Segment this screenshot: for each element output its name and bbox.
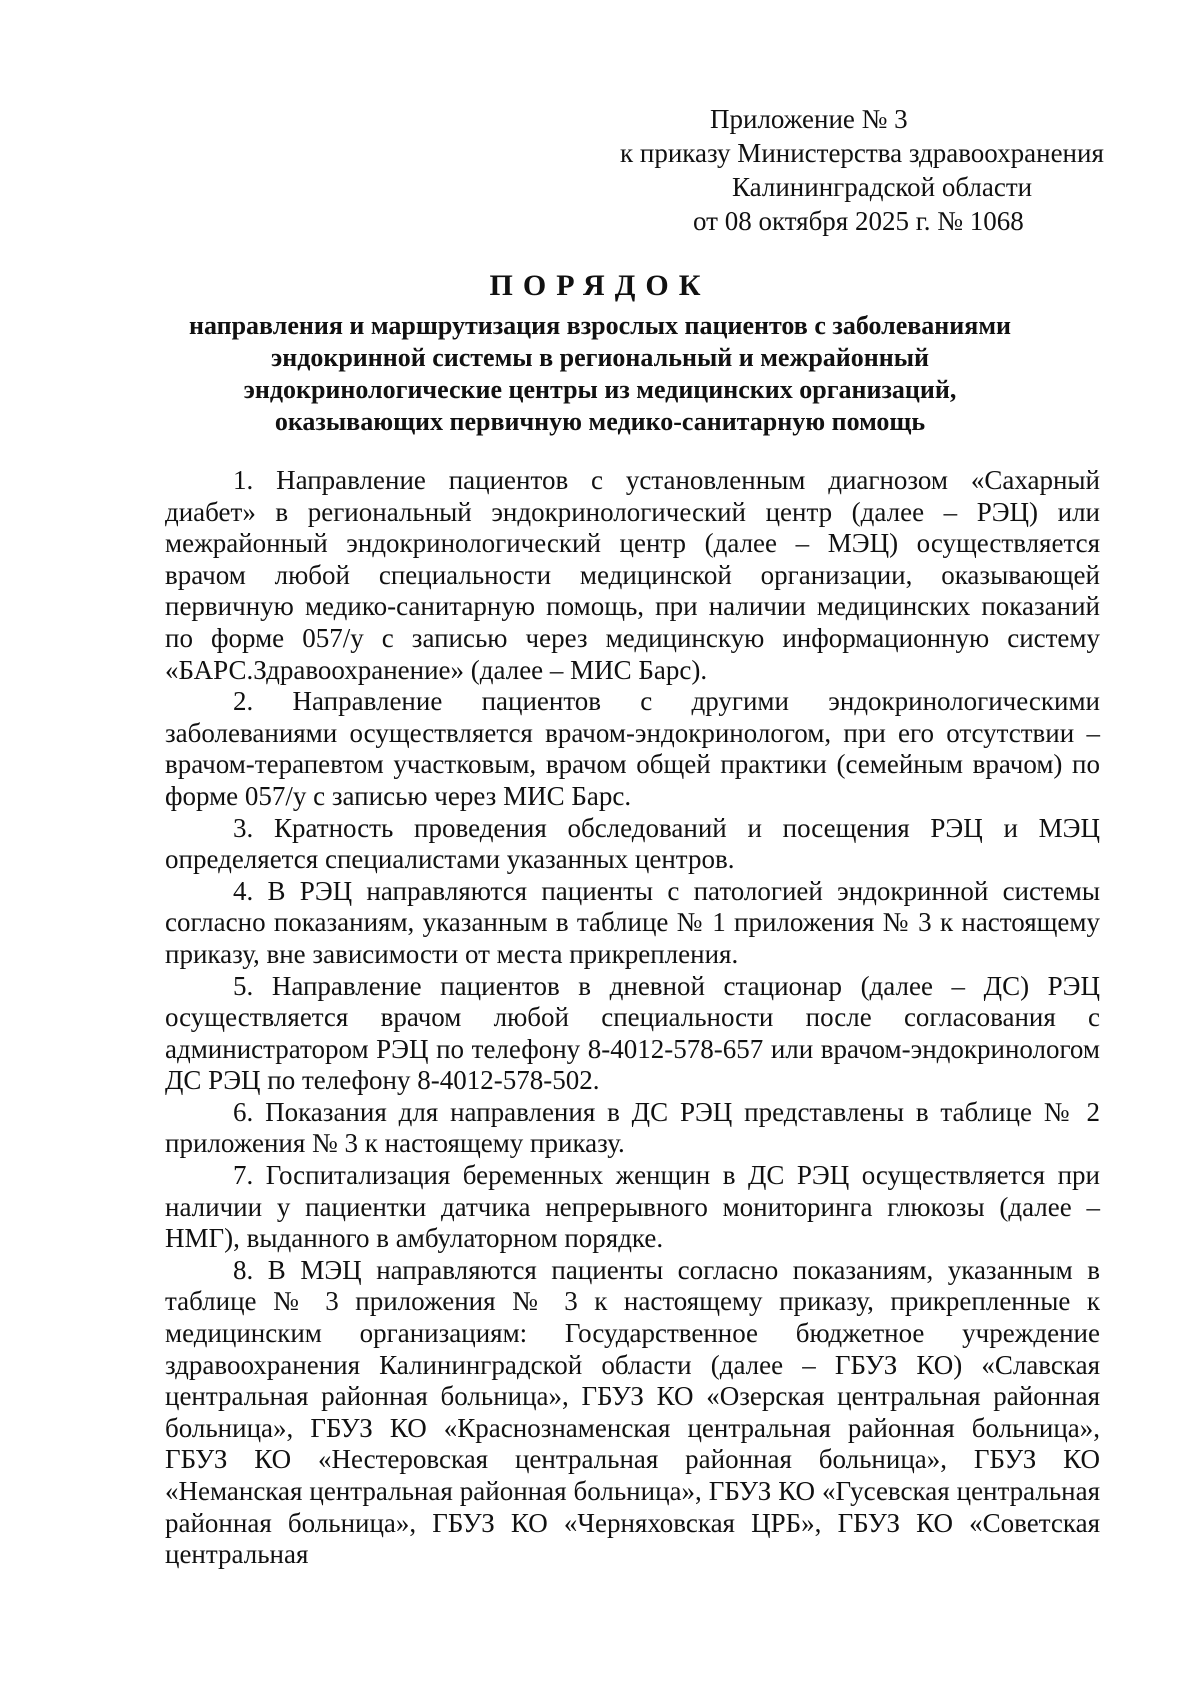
paragraph-6: 6. Показания для направления в ДС РЭЦ представлены в таблице № 2 приложения № 3 к настоящему приказу. xyxy=(165,1096,1100,1159)
subtitle-line: направления и маршрутизация взрослых пациентов с заболеваниями xyxy=(188,311,1012,340)
paragraph-3: 3. Кратность проведения обследований и посещения РЭЦ и МЭЦ определяется специалистами указанных центров. xyxy=(165,812,1100,875)
paragraph-2: 2. Направление пациентов с другими эндокринологическими заболеваниями осуществляется врачом-эндокринологом, при его отсутствии – врачом-терапевтом участковым, врачом общей практики (семейным врачом) по форме 057/у с записью через МИС Барс. xyxy=(165,686,1100,811)
paragraph-1: 1. Направление пациентов с установленным диагнозом «Сахарный диабет» в региональный эндокринологический центр (далее – РЭЦ) или межрайонный эндокринологический центр (далее – МЭЦ) осуществляется врачом любой специальности медицинской организации, оказывающей первичную медико-санитарную помощь, при наличии медицинских показаний по форме 057/у с записью через медицинскую информационную систему «БАРС.Здравоохранение» (далее – МИС Барс). xyxy=(165,465,1100,685)
paragraph-7: 7. Госпитализация беременных женщин в ДС РЭЦ осуществляется при наличии у пациентки датчика непрерывного мониторинга глюкозы (далее – НМГ), выданного в амбулаторном порядке. xyxy=(165,1160,1100,1254)
appendix-number: Приложение № 3 xyxy=(710,104,908,134)
appendix-order-ref: к приказу Министерства здравоохранения xyxy=(620,138,1104,168)
document-body xyxy=(165,465,1100,1571)
subtitle-line: эндокринологические центры из медицинских организаций, xyxy=(243,375,957,404)
document-title: ПОРЯДОК xyxy=(489,269,711,302)
subtitle-line: эндокринной системы в региональный и межрайонный xyxy=(270,343,929,372)
paragraph-8: 8. В МЭЦ направляются пациенты согласно показаниям, указанным в таблице № 3 приложения № 3 к настоящему приказу, прикрепленные к медицинским организациям: Государственное бюджетное учреждение здравоохранения Калининградской области (далее – ГБУЗ КО) «Славская центральная районная больница», ГБУЗ КО «Озерская центральная районная больница», ГБУЗ КО «Краснознаменская центральная районная больница», ГБУЗ КО «Нестеровская центральная районная больница», ГБУЗ КО «Неманская центральная районная больница», ГБУЗ КО «Гусевская центральная районная больница», ГБУЗ КО «Черняховская ЦРБ», ГБУЗ КО «Советская центральная xyxy=(165,1254,1100,1570)
appendix-region: Калининградской области xyxy=(732,172,1033,202)
paragraph-4: 4. В РЭЦ направляются пациенты с патологией эндокринной системы согласно показаниям, указанным в таблице № 1 приложения № 3 к настоящему приказу, вне зависимости от места прикрепления. xyxy=(165,875,1100,969)
paragraph-5: 5. Направление пациентов в дневной стационар (далее – ДС) РЭЦ осуществляется врачом любой специальности после согласования с администратором РЭЦ по телефону 8-4012-578-657 или врачом-эндокринологом ДС РЭЦ по телефону 8-4012-578-502. xyxy=(165,970,1100,1096)
appendix-header xyxy=(620,102,1140,238)
subtitle-line: оказывающих первичную медико-санитарную помощь xyxy=(274,407,926,436)
document-subtitle xyxy=(150,310,1050,438)
title-block xyxy=(150,268,1050,438)
appendix-date: от 08 октября 2025 г. № 1068 xyxy=(693,206,1024,236)
